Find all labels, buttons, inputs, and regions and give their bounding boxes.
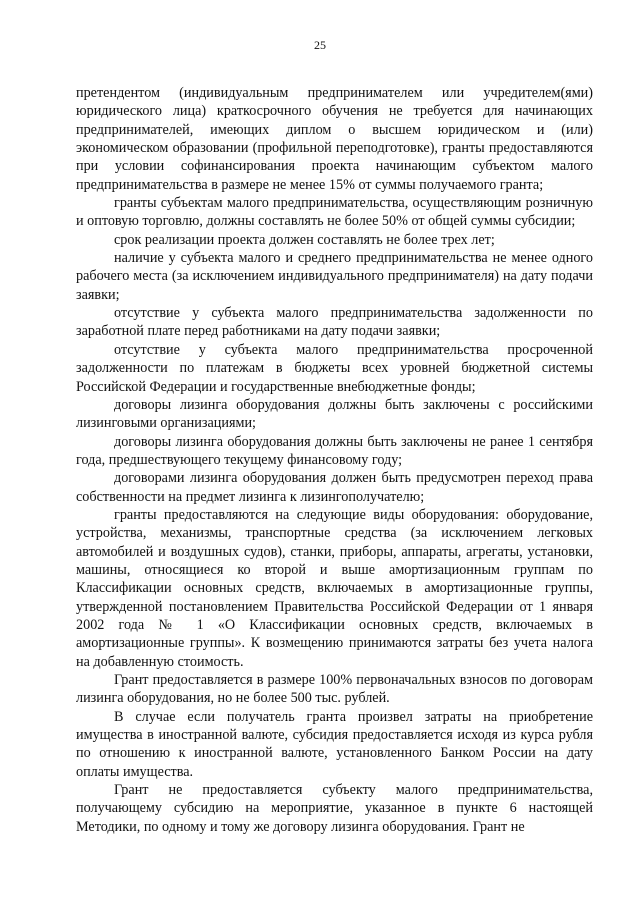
paragraph: договоры лизинга оборудования должны быть заключены не ранее 1 сентября года, предшествующего текущему финансовому году; <box>76 433 593 468</box>
paragraph: срок реализации проекта должен составлять не более трех лет; <box>114 231 495 248</box>
paragraph: гранты субъектам малого предпринимательства, осуществляющим розничную и оптовую торговлю, должны составлять не более 50% от общей суммы субсидии; <box>76 195 593 230</box>
paragraph: договорами лизинга оборудования должен быть предусмотрен переход права собственности на предмет лизинга к лизингополучателю; <box>76 470 593 505</box>
paragraph-continuation: претендентом (индивидуальным предпринимателем или учредителем(ями) юридического лица) краткосрочного обучения не требуется для начинающих предпринимателей, имеющих диплом о высшем юридическом и (или) экономическом образовании (профильной переподготовке), гранты предоставляются при условии софинансирования проекта начинающим субъектом малого предпринимательства в размере не менее 15% от суммы получаемого гранта; <box>76 85 593 193</box>
paragraph: Грант предоставляется в размере 100% первоначальных взносов по договорам лизинга оборудования, но не более 500 тыс. рублей. <box>76 672 593 707</box>
document-body <box>76 84 593 836</box>
paragraph: договоры лизинга оборудования должны быть заключены с российскими лизинговыми организациями; <box>76 396 593 432</box>
paragraph: отсутствие у субъекта малого предпринимательства просроченной задолженности по платежам в бюджеты всех уровней бюджетной системы Российской Федерации и государственные внебюджетные фонды; <box>76 341 593 395</box>
paragraph: гранты предоставляются на следующие виды оборудования: оборудование, устройства, механизмы, транспортные средства (за исключением легковых автомобилей и воздушных судов), станки, приборы, аппараты, агрегаты, установки, машины, относящиеся ко второй и выше амортизационным группам по Классификации основных средств, включаемых в амортизационные группы, утвержденной постановлением Правительства Российской Федерации от 1 января 2002 года № 1 «О Классификации основных средств, включаемых в амортизационные группы». К возмещению принимаются затраты без учета налога на добавленную стоимость. <box>76 506 593 670</box>
paragraph: В случае если получатель гранта произвел затраты на приобретение имущества в иностранной валюте, субсидия предоставляется исходя из курса рубля по отношению к иностранной валюте, установленного Банком России на дату оплаты имущества. <box>76 708 593 780</box>
paragraph: отсутствие у субъекта малого предпринимательства задолженности по заработной плате перед работниками на дату подачи заявки; <box>76 305 593 340</box>
paragraph: наличие у субъекта малого и среднего предпринимательства не менее одного рабочего места (за исключением индивидуального предпринимателя) на дату подачи заявки; <box>76 250 593 303</box>
page-number: 25 <box>314 38 326 52</box>
paragraph: Грант не предоставляется субъекту малого предпринимательства, получающему субсидию на мероприятие, указанное в пункте 6 настоящей Методики, по одному и тому же договору лизинга оборудования. Грант не <box>76 782 593 835</box>
